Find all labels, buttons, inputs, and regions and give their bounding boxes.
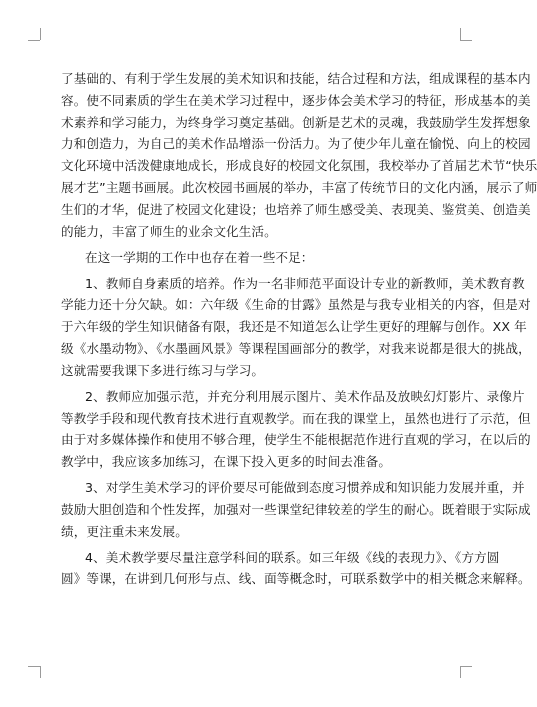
body-line: 3、对学生美术学习的评价要尽可能做到态度习惯养成和知识能力发展并重，并 [85,480,525,496]
body-line: 展才艺”主题书画展。此次校园书画展的举办，丰富了传统节日的文化内涵，展示了师 [61,179,537,195]
body-line: 文化环境中活泼健康地成长，形成良好的校园文化氛围，我校举办了首届艺术节“快乐 [61,158,537,174]
body-line: 这就需要我课下多进行练习与学习。 [61,362,265,378]
body-line: 在这一学期的工作中也存在着一些不足： [85,249,314,265]
body-line: 容。使不同素质的学生在美术学习过程中，逐步体会美术学习的特征，形成基本的美 [61,92,531,108]
crop-mark-bottom-left-h [28,666,40,667]
body-line: 绩，更注重未来发展。 [61,523,188,539]
body-line: 鼓励大胆创造和个性发挥，加强对一些课堂纪律较差的学生的耐心。既着眼于实际成 [61,501,531,517]
body-line: 圆》等课，在讲到几何形与点、线、面等概念时，可联系数学中的相关概念来解释。 [61,571,531,587]
body-line: 级《水墨动物》、《水墨画风景》等课程国画部分的教学，对我来说都是很大的挑战， [61,340,531,356]
crop-mark-top-left-v [40,28,41,40]
crop-mark-top-left-h [28,40,40,41]
body-line: 力和创造力，为自己的美术作品增添一份活力。为了使少年儿童在愉悦、向上的校园 [61,136,531,152]
body-line: 生们的才华，促进了校园文化建设；也培养了师生感受美、表现美、鉴赏美、创造美 [61,201,531,217]
crop-mark-bottom-right-v [460,666,461,678]
body-line: 2、教师应加强示范，并充分利用展示图片、美术作品及放映幻灯影片、录像片 [85,388,525,404]
body-line: 等教学手段和现代教育技术进行直观教学。而在我的课堂上，虽然也进行了示范，但 [61,410,531,426]
crop-mark-bottom-left-v [40,666,41,678]
body-line: 教学中，我应该多加练习，在课下投入更多的时间去准备。 [61,454,392,470]
document-body [61,68,537,590]
crop-mark-top-right-h [460,40,472,41]
body-line: 术素养和学习能力，为终身学习奠定基础。创新是艺术的灵魂，我鼓励学生发挥想象 [61,114,531,130]
body-line: 的能力，丰富了师生的业余文化生活。 [61,223,277,239]
body-line: 由于对多媒体操作和使用不够合理，使学生不能根据范作进行直观的学习，在以后的 [61,432,531,448]
crop-mark-bottom-right-h [460,666,472,667]
body-line: 4、美术教学要尽量注意学科间的联系。如三年级《线的表现力》、《方方圆 [85,549,500,565]
body-line: 于六年级的学生知识储备有限，我还是不知道怎么让学生更好的理解与创作。XX 年 [61,319,527,335]
body-line: 1、教师自身素质的培养。作为一名非师范平面设计专业的新教师，美术教育教 [85,275,525,291]
body-line: 了基础的、有利于学生发展的美术知识和技能，结合过程和方法，组成课程的基本内 [61,71,531,86]
crop-mark-top-right-v [460,28,461,40]
body-line: 学能力还十分欠缺。如：六年级《生命的甘露》虽然是与我专业相关的内容，但是对 [61,297,531,313]
